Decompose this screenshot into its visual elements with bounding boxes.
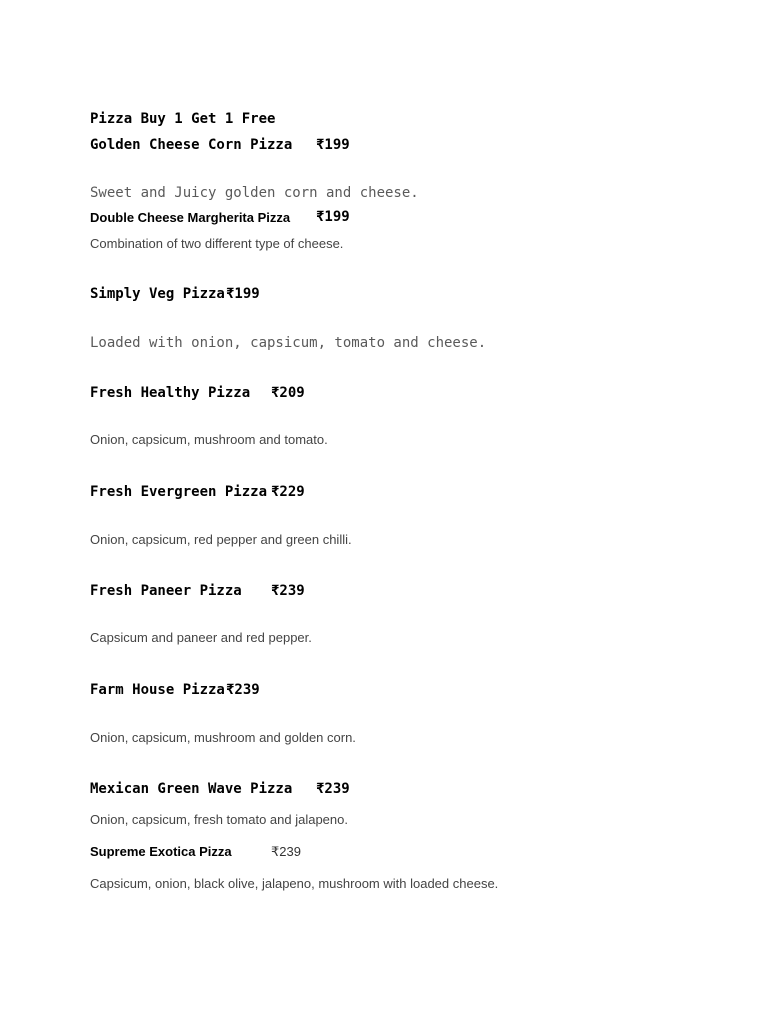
menu-item-description: Sweet and Juicy golden corn and cheese. <box>90 185 419 201</box>
menu-item-price: ₹209 <box>271 385 305 401</box>
menu-item-price: ₹239 <box>271 583 305 599</box>
menu-item-name: Fresh Healthy Pizza ₹209 <box>90 385 305 401</box>
menu-heading: Pizza Buy 1 Get 1 Free <box>90 111 276 127</box>
menu-item-name: Simply Veg Pizza ₹199 <box>90 286 260 302</box>
menu-item-description: Onion, capsicum, red pepper and green chilli. <box>90 532 352 547</box>
menu-item-description: Capsicum, onion, black olive, jalapeno, mushroom with loaded cheese. <box>90 876 499 891</box>
menu-item-description: Onion, capsicum, fresh tomato and jalapeno. <box>90 812 348 827</box>
menu-item-price: ₹199 <box>316 137 350 153</box>
menu-item-price: ₹199 <box>226 286 260 302</box>
menu-item-name: Supreme Exotica Pizza ₹239 <box>90 844 301 859</box>
menu-item-name: Fresh Paneer Pizza ₹239 <box>90 583 305 599</box>
menu-item-name: Mexican Green Wave Pizza ₹239 <box>90 781 350 797</box>
menu-item-description: Onion, capsicum, mushroom and tomato. <box>90 432 328 447</box>
menu-item-price: ₹239 <box>271 844 301 859</box>
menu-item-description: Combination of two different type of cheese. <box>90 236 344 251</box>
menu-item-price: ₹229 <box>271 484 305 500</box>
menu-item-price: ₹199 <box>316 209 350 225</box>
menu-item-name: Fresh Evergreen Pizza ₹229 <box>90 484 305 500</box>
menu-item-price: ₹239 <box>226 682 260 698</box>
menu-item-name: Farm House Pizza ₹239 <box>90 682 260 698</box>
menu-item-name: Double Cheese Margherita Pizza ₹199 <box>90 209 350 225</box>
menu-item-description: Onion, capsicum, mushroom and golden corn. <box>90 730 356 745</box>
menu-item-description: Loaded with onion, capsicum, tomato and cheese. <box>90 335 487 351</box>
menu-item-name: Golden Cheese Corn Pizza ₹199 <box>90 137 350 153</box>
menu-item-description: Capsicum and paneer and red pepper. <box>90 630 312 645</box>
menu-item-price: ₹239 <box>316 781 350 797</box>
